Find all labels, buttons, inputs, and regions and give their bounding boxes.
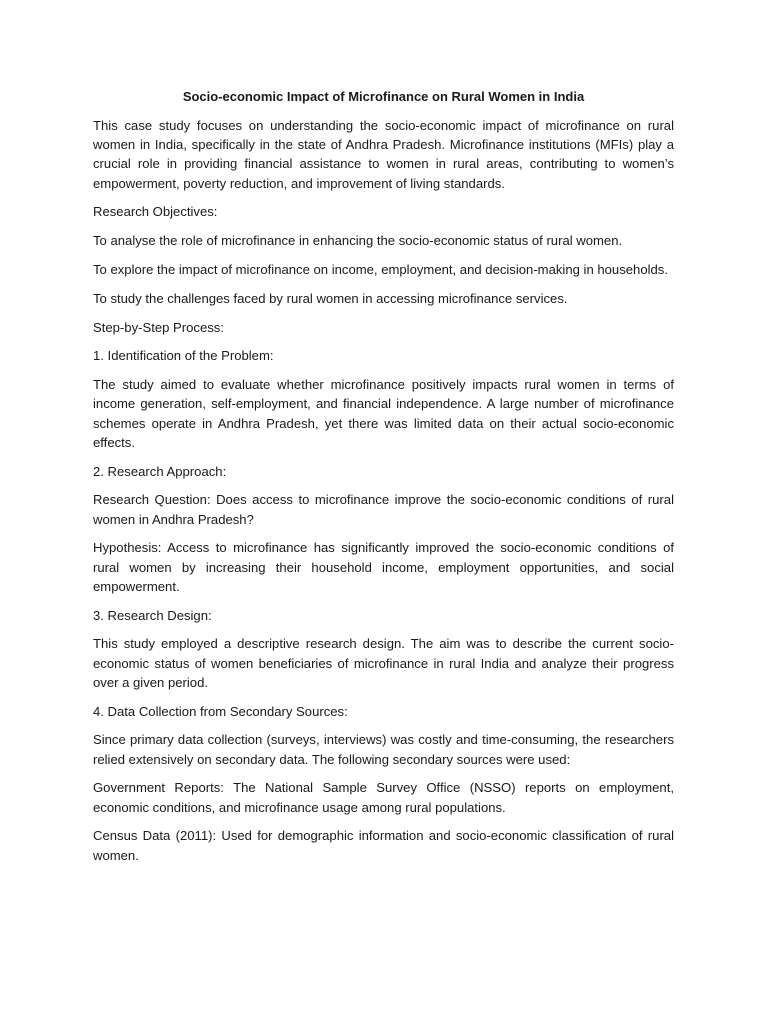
- objective-paragraph: To analyse the role of microfinance in enhancing the socio-economic status of rural women.: [93, 233, 623, 249]
- body-paragraph: The study aimed to evaluate whether microfinance positively impacts rural women in terms of income generation, self-employment, and financial independence. A large number of microfinance schemes operate in Andhra Pradesh, yet there was limited data on their actual socio-economic effects.: [93, 377, 674, 450]
- step-heading: 4. Data Collection from Secondary Sources:: [93, 703, 348, 719]
- body-paragraph: Census Data (2011): Used for demographic information and socio-economic classification of rural women.: [93, 828, 674, 863]
- step-heading: 3. Research Design:: [93, 607, 212, 623]
- body-paragraph: This study employed a descriptive research design. The aim was to describe the current socio-economic status of women beneficiaries of microfinance in rural India and analyze their progress over a given period.: [93, 636, 674, 690]
- document-page: [93, 88, 674, 874]
- intro-paragraph: This case study focuses on understanding the socio-economic impact of microfinance on rural women in India, specifically in the state of Andhra Pradesh. Microfinance institutions (MFIs) play a crucial role in providing financial assistance to women in rural areas, contributing to women’s empowerment, poverty reduction, and improvement of living standards.: [93, 118, 674, 191]
- document-title: Socio-economic Impact of Microfinance on Rural Women in India: [182, 89, 585, 104]
- body-paragraph: Government Reports: The National Sample Survey Office (NSSO) reports on employment, economic conditions, and microfinance usage among rural populations.: [93, 780, 674, 815]
- step-heading: 1. Identification of the Problem:: [93, 348, 274, 364]
- body-paragraph: Hypothesis: Access to microfinance has significantly improved the socio-economic conditions of rural women by increasing their household income, employment opportunities, and social empowerment.: [93, 540, 674, 594]
- body-paragraph: Since primary data collection (surveys, interviews) was costly and time-consuming, the researchers relied extensively on secondary data. The following secondary sources were used:: [93, 732, 674, 767]
- step-heading: 2. Research Approach:: [93, 463, 227, 479]
- section-heading-objectives: Research Objectives:: [93, 204, 218, 220]
- objective-paragraph: To explore the impact of microfinance on income, employment, and decision-making in households.: [93, 262, 668, 277]
- section-heading-process: Step-by-Step Process:: [93, 319, 224, 335]
- objective-paragraph: To study the challenges faced by rural women in accessing microfinance services.: [93, 290, 568, 306]
- body-paragraph: Research Question: Does access to microfinance improve the socio-economic conditions of rural women in Andhra Pradesh?: [93, 492, 674, 527]
